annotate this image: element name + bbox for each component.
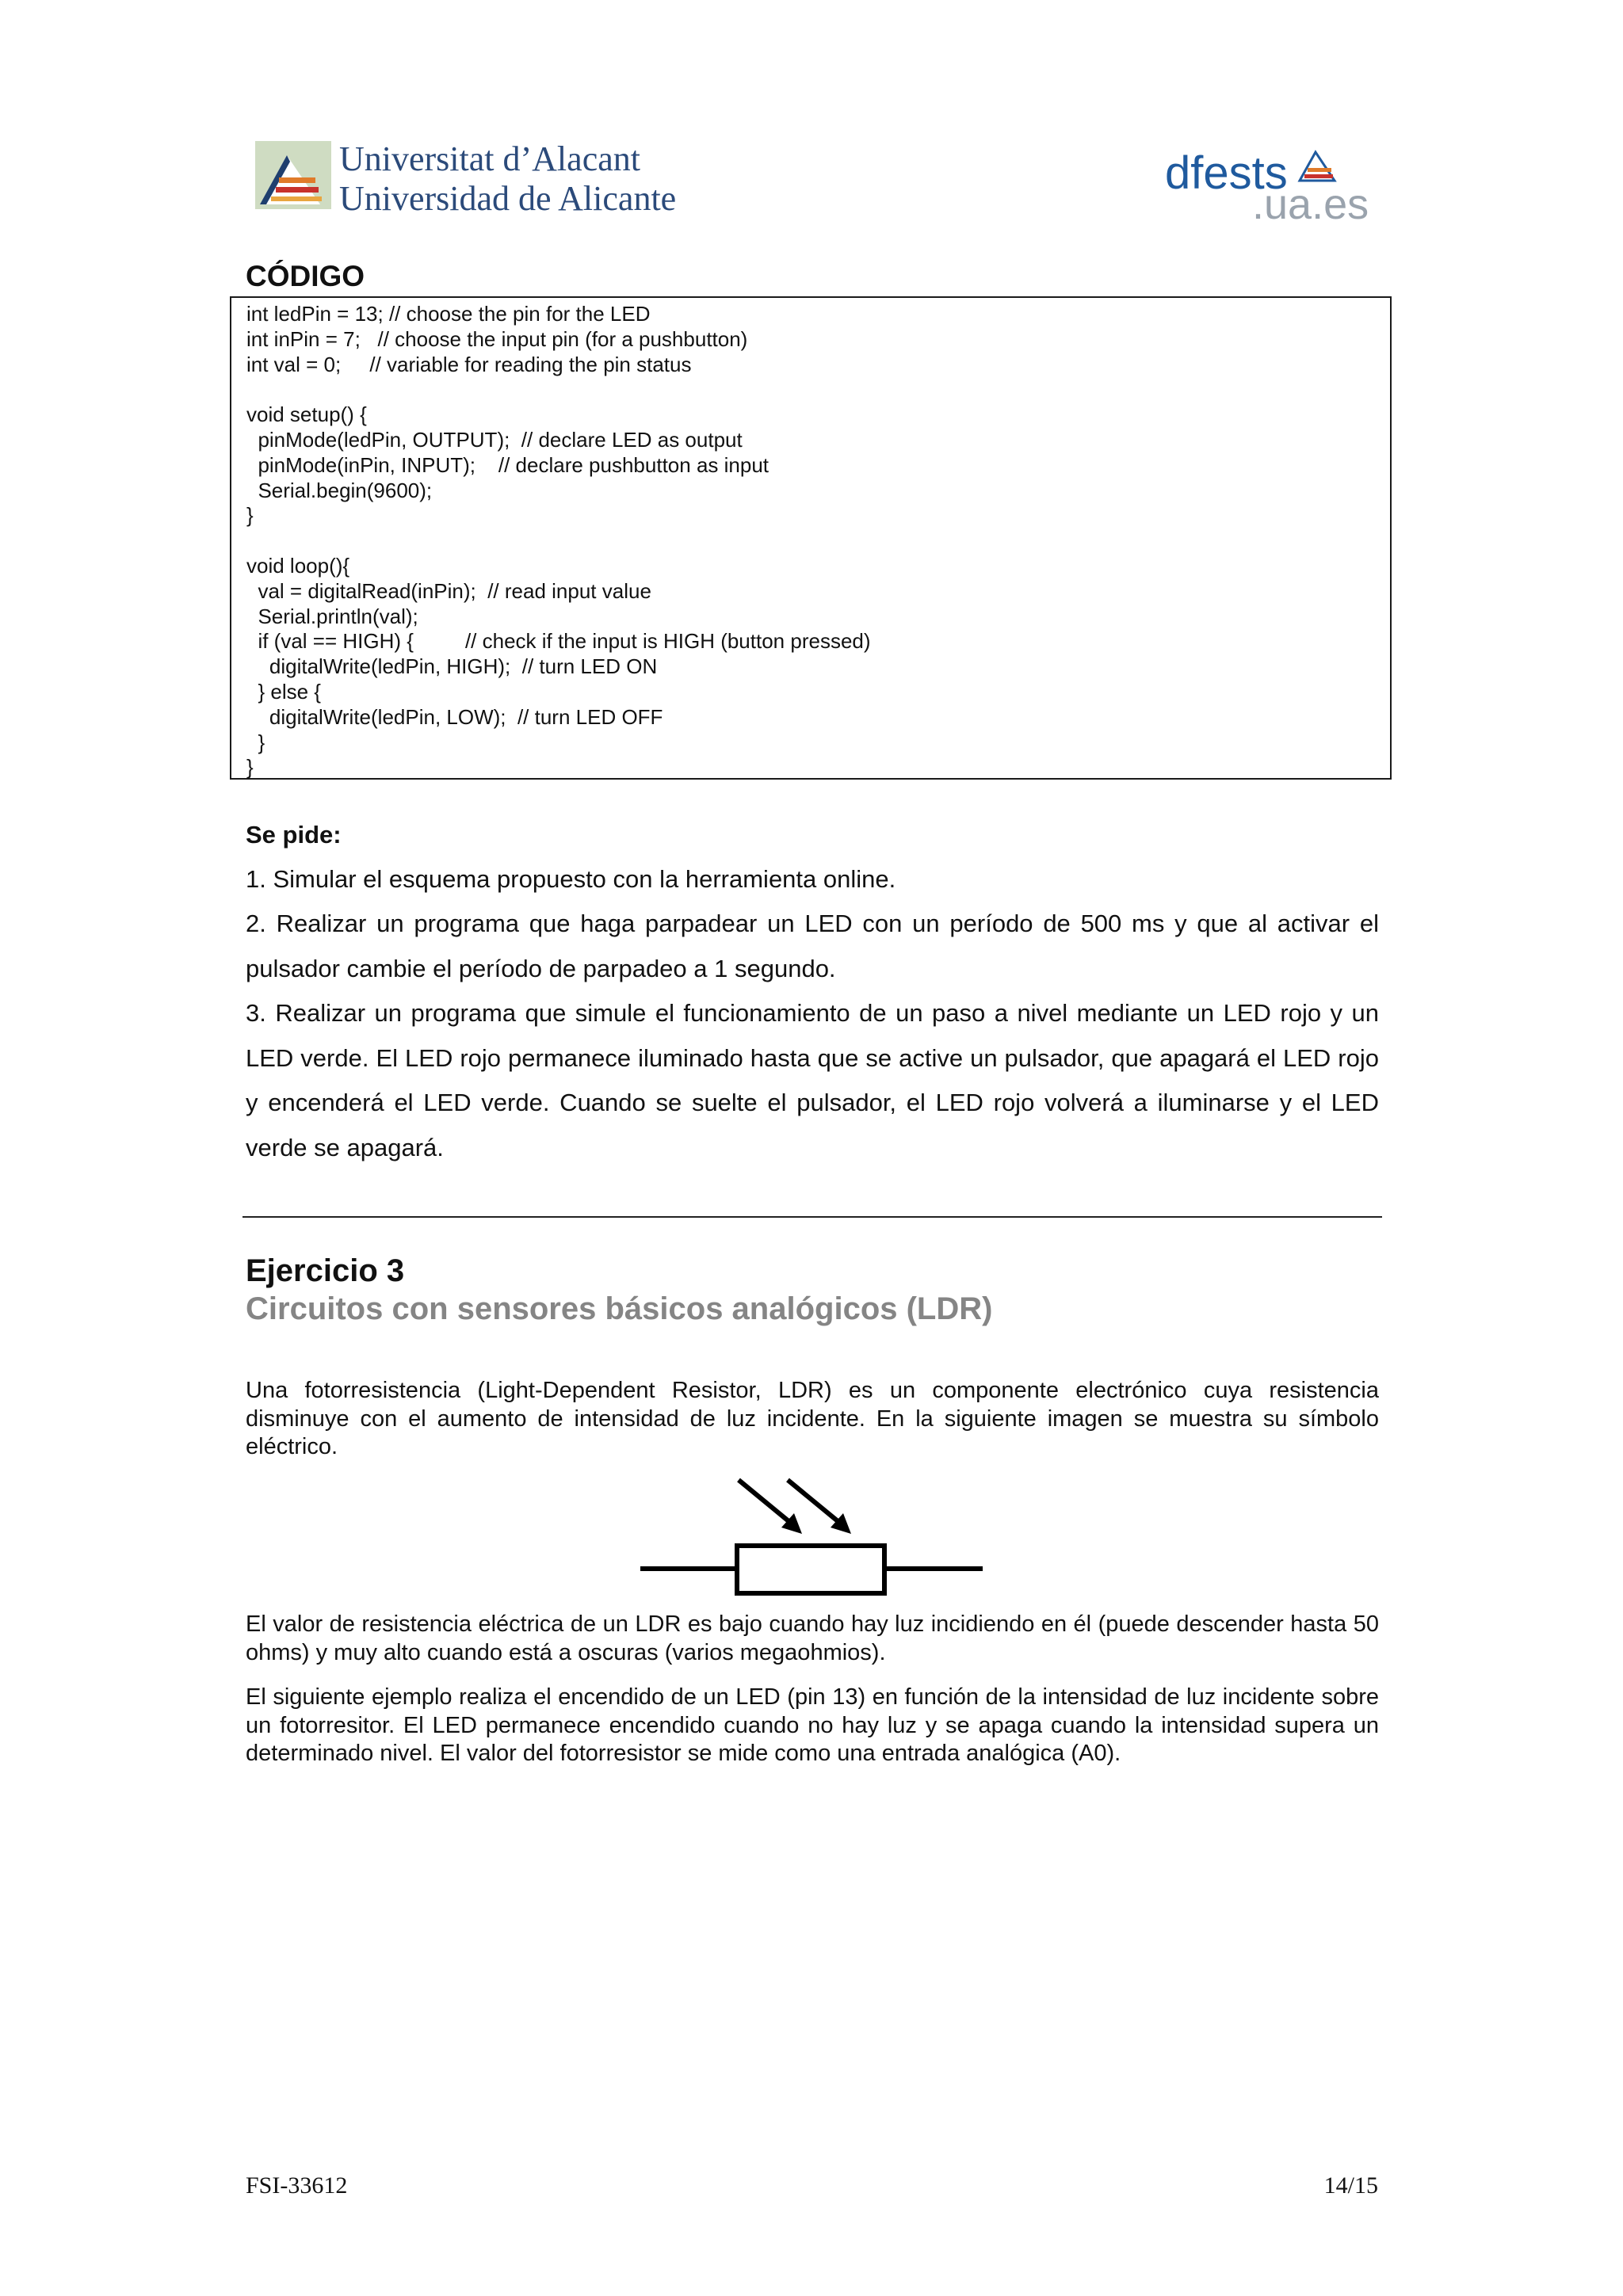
exercise-subtitle: Circuitos con sensores básicos analógicos (LDR): [246, 1291, 993, 1326]
code-line: void loop(){: [246, 553, 350, 578]
code-block: [230, 296, 1392, 780]
task-item-2: 2. Realizar un programa que haga parpadear un LED con un período de 500 ms y que al activar el pulsador cambie el período de parpadeo a 1 segundo.: [246, 910, 1379, 982]
code-line: [246, 377, 1390, 402]
code-line: digitalWrite(ledPin, LOW); // turn LED OFF: [246, 704, 663, 729]
university-name-line2: Universidad de Alicante: [339, 179, 677, 218]
ldr-resistance-paragraph: El valor de resistencia eléctrica de un LDR es bajo cuando hay luz incidiendo en él (puede descender hasta 50 ohms) y muy alto cuando está a oscuras (varios megaohmios).: [246, 1611, 1379, 1665]
code-line: } else {: [246, 679, 321, 704]
dfests-logo-domain: .ua.es: [1252, 181, 1369, 227]
code-heading: CÓDIGO: [246, 260, 365, 292]
exercise-title: Ejercicio 3: [246, 1253, 405, 1288]
ldr-example-paragraph: El siguiente ejemplo realiza el encendido de un LED (pin 13) en función de la intensidad de luz incidente sobre un fotorresitor. El LED permanece encendido cuando no hay luz y se apaga cuando la intensidad supera un determinado nivel. El valor del fotorresistor se mide como una entrada analógica (A0).: [246, 1684, 1379, 1766]
code-line: digitalWrite(ledPin, HIGH); // turn LED ON: [246, 654, 658, 679]
code-line: void setup() {: [246, 402, 367, 427]
university-name-line1: Universitat d’Alacant: [339, 139, 640, 178]
code-line: }: [246, 503, 254, 528]
section-divider: [242, 1216, 1382, 1218]
ldr-symbol-icon: [634, 1472, 989, 1599]
code-line: Serial.println(val);: [246, 604, 418, 628]
university-name: [339, 139, 676, 219]
dfests-logo-mountain-icon: [1300, 152, 1335, 181]
footer-page-number: 14/15: [1323, 2172, 1378, 2199]
code-line: pinMode(ledPin, OUTPUT); // declare LED as output: [246, 427, 743, 452]
ldr-intro-paragraph: Una fotorresistencia (Light-Dependent Resistor, LDR) es un componente electrónico cuya resistencia disminuye con el aumento de intensidad de luz incidente. En la siguiente imagen se muestra su símbolo eléctrico.: [246, 1378, 1379, 1459]
code-line: Serial.begin(9600);: [246, 478, 433, 502]
code-line: if (val == HIGH) { // check if the input is HIGH (button pressed): [246, 629, 871, 654]
department-logo: [1159, 139, 1388, 227]
se-pide-heading: Se pide:: [246, 821, 342, 849]
university-logo-icon: [255, 141, 331, 209]
code-line: int val = 0; // variable for reading the pin status: [246, 352, 692, 376]
code-line: pinMode(inPin, INPUT); // declare pushbutton as input: [246, 452, 769, 477]
code-line: val = digitalRead(inPin); // read input value: [246, 578, 651, 603]
code-line: }: [246, 755, 254, 780]
dfests-logo-main: dfests: [1165, 147, 1288, 199]
task-item-3: 3. Realizar un programa que simule el funcionamiento de un paso a nivel mediante un LED rojo y un LED verde. El LED rojo permanece iluminado hasta que se active un pulsador, que apagará el LED rojo y encenderá el LED verde. Cuando se suelte el pulsador, el LED rojo volverá a iluminarse y el LED verde se apagará.: [246, 999, 1379, 1161]
code-line: [246, 528, 1390, 554]
footer-course-code: FSI-33612: [246, 2172, 348, 2199]
code-line: int inPin = 7; // choose the input pin (for a pushbutton): [246, 326, 748, 351]
task-item-1: 1. Simular el esquema propuesto con la herramienta online.: [246, 865, 896, 893]
code-line: }: [246, 730, 265, 754]
code-line: int ledPin = 13; // choose the pin for the LED: [246, 302, 651, 326]
